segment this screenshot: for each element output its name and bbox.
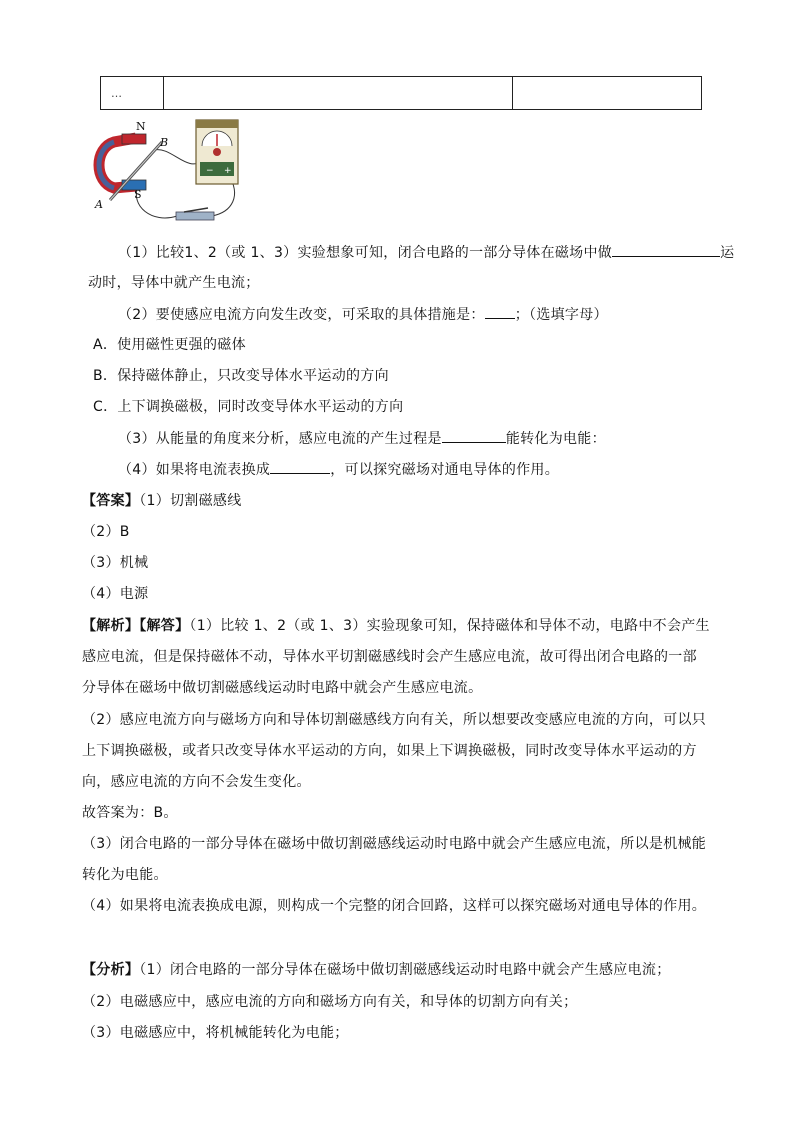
question-3: [118, 428, 606, 449]
question-4: [118, 459, 559, 480]
table-row: [101, 77, 702, 110]
table-cell: [513, 77, 702, 110]
label-s: S: [134, 188, 142, 201]
question-1-line-1: [118, 242, 734, 263]
answer-tag: 【答案】: [82, 493, 140, 509]
question-text: 运: [720, 245, 735, 261]
analysis-p1-line-3: 分导体在磁场中做切割磁感线运动时电路中就会产生感应电流。: [82, 680, 483, 696]
table-cell: …: [101, 77, 164, 110]
answer-blank: [485, 304, 515, 319]
label-a: A: [95, 198, 103, 211]
answer-text: （1）切割磁感线: [139, 493, 242, 509]
option-c: C．上下调换磁极，同时改变导体水平运动的方向: [93, 399, 404, 415]
analysis-tag: 【解析】: [82, 618, 140, 634]
question-text: ，可以探究磁场对通电导体的作用。: [330, 462, 560, 478]
analysis-p2-line-1: （2）感应电流方向与磁场方向和导体切割磁感线方向有关，所以想要改变感应电流的方向，可以只: [82, 712, 707, 728]
question-text: （1）比较1、2（或 1、3）实验想象可知，闭合电路的一部分导体在磁场中做: [118, 245, 613, 261]
svg-text:+: +: [224, 166, 232, 176]
analysis-p2-line-2: 上下调换磁极，或者只改变导体水平运动的方向，如果上下调换磁极，同时改变导体水平运动的方: [82, 743, 697, 759]
answer-line-1: [82, 491, 242, 511]
analysis-p1-line-2: 感应电流，但是保持磁体不动，导体水平切割磁感线时会产生感应电流，故可得出闭合电路的一部: [82, 649, 697, 665]
label-n: N: [136, 120, 146, 133]
answer-blank: [612, 242, 720, 257]
question-1-line-2: 动时，导体中就产生电流；: [88, 275, 260, 291]
analysis-p1-line-1: [82, 616, 710, 636]
answer-line-2: （2）B: [82, 524, 130, 540]
answer-line-4: （4）电源: [82, 586, 149, 602]
galvanometer-icon: [196, 120, 238, 184]
analysis-p3-line-1: （3）闭合电路的一部分导体在磁场中做切割磁感线运动时电路中就会产生感应电流，所以是机械能: [82, 836, 707, 852]
experiment-figure: [92, 116, 252, 234]
question-text: 能转化为电能：: [505, 431, 606, 447]
option-b: B．保持磁体静止，只改变导体水平运动的方向: [93, 368, 389, 384]
analysis-p2-line-3: 向，感应电流的方向不会发生变化。: [82, 774, 311, 790]
experiment-table: [100, 76, 702, 110]
option-a: A．使用磁性更强的磁体: [93, 337, 246, 353]
answer-blank: [270, 459, 330, 474]
fenxi-text: （1）闭合电路的一部分导体在磁场中做切割磁感线运动时电路中就会产生感应电流；: [139, 962, 671, 978]
label-b: B: [160, 136, 169, 149]
analysis-text: （1）比较 1、2（或 1、3）实验现象可知，保持磁体和导体不动，电路中不会产生: [189, 618, 710, 634]
question-2: [118, 304, 608, 325]
analysis-p3-line-2: 转化为电能。: [82, 867, 168, 883]
fenxi-tag: 【分析】: [82, 962, 140, 978]
answer-blank: [442, 428, 506, 443]
table-cell: [164, 77, 513, 110]
analysis-p2-line-4: 故答案为：B。: [82, 805, 178, 821]
switch-icon: [176, 208, 214, 220]
fenxi-line-1: [82, 960, 671, 980]
analysis-p4-line-1: （4）如果将电流表换成电源，则构成一个完整的闭合回路，这样可以探究磁场对通电导体的作用。: [82, 898, 707, 914]
horseshoe-magnet-icon: [99, 134, 146, 190]
question-text: ；（选填字母）: [514, 307, 608, 323]
fenxi-line-3: （3）电磁感应中，将机械能转化为电能；: [82, 1025, 349, 1041]
question-text: （2）要使感应电流方向发生改变，可采取的具体措施是：: [118, 307, 485, 323]
solution-tag: 【解答】: [139, 618, 190, 634]
svg-text:−: −: [206, 166, 214, 176]
question-text: （4）如果将电流表换成: [118, 462, 271, 478]
answer-line-3: （3）机械: [82, 555, 149, 571]
question-text: （3）从能量的角度来分析，感应电流的产生过程是: [118, 431, 442, 447]
fenxi-line-2: （2）电磁感应中，感应电流的方向和磁场方向有关，和导体的切割方向有关；: [82, 994, 578, 1010]
